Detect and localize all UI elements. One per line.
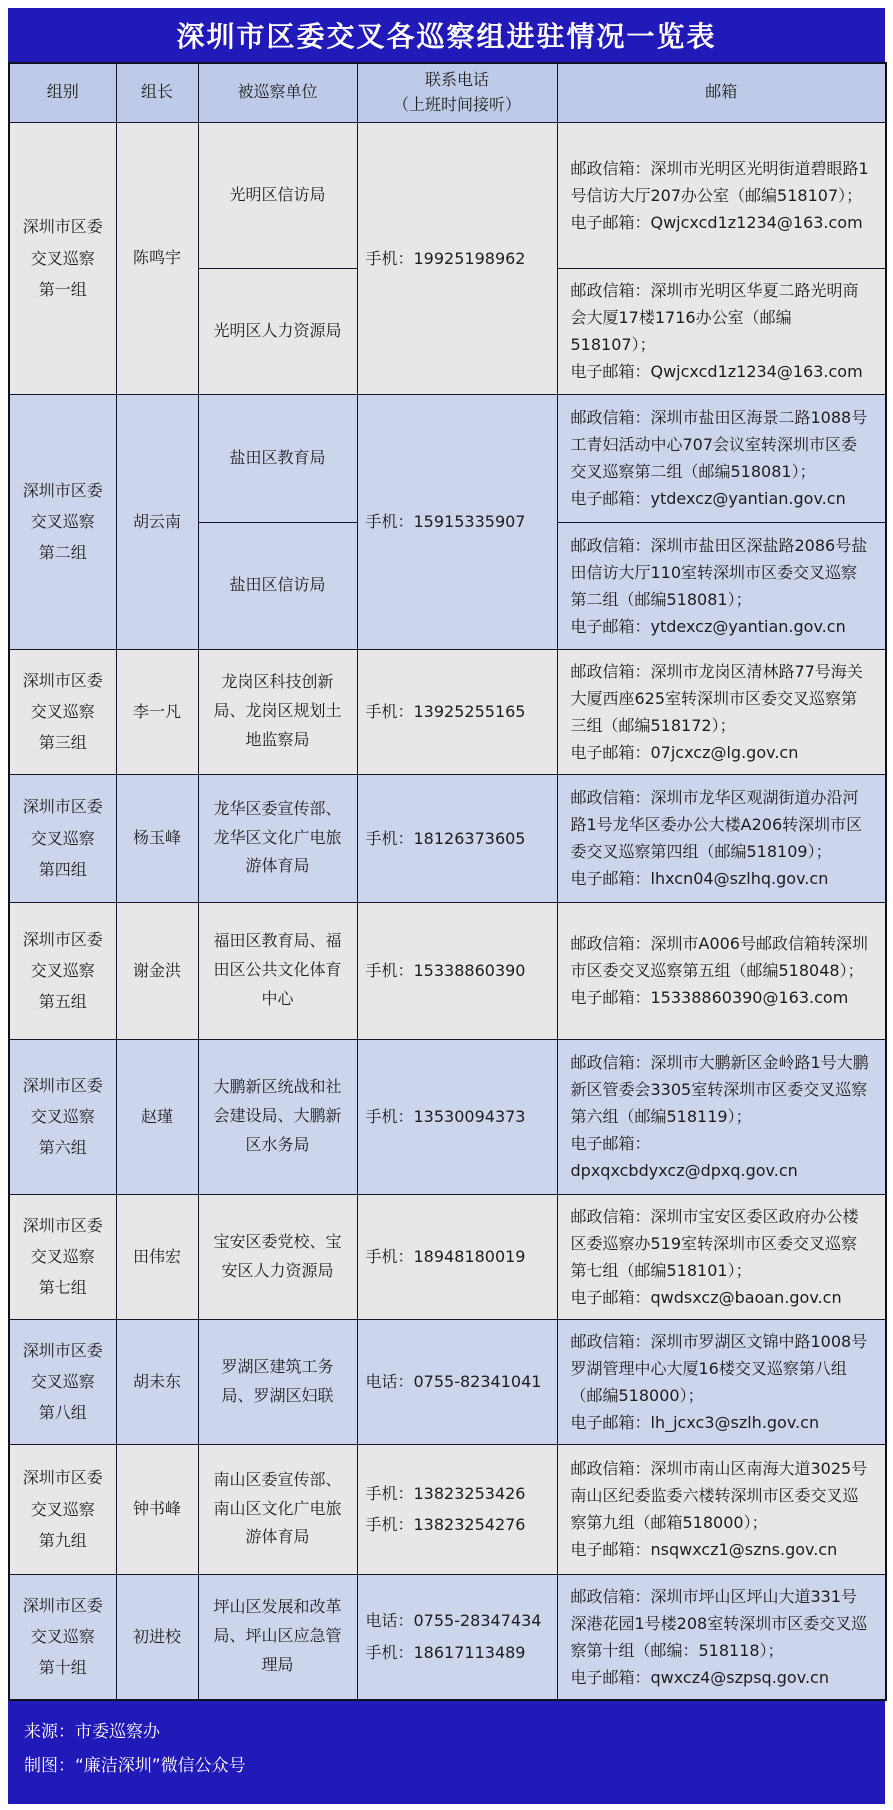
- email-address: 电子邮箱：dpxqxcbdyxcz@dpxq.gov.cn: [570, 1134, 798, 1181]
- mailbox-cell: [557, 774, 886, 902]
- email-address: 电子邮箱：ytdexcz@yantian.gov.cn: [570, 489, 846, 509]
- phone-line: 手机：15915335907: [365, 512, 526, 531]
- footer-source: 来源：市委巡察办: [24, 1721, 160, 1742]
- group-name-line: 交叉巡察: [30, 828, 95, 848]
- table-row: [9, 394, 886, 522]
- contact-phone-cell: [357, 122, 557, 394]
- group-leader-cell: 谢金洪: [116, 902, 198, 1039]
- group-name-cell: [9, 122, 116, 394]
- email-address: 电子邮箱：07jcxcz@lg.gov.cn: [570, 742, 799, 762]
- group-name-line: 第五组: [38, 992, 87, 1012]
- page-title: 深圳市区委交叉各巡察组进驻情况一览表: [8, 8, 885, 62]
- inspected-unit-cell: 罗湖区建筑工务局、罗湖区妇联: [198, 1319, 357, 1444]
- phone-line: 手机：19925198962: [365, 248, 526, 268]
- inspected-unit-cell: 坪山区发展和改革局、坪山区应急管理局: [198, 1574, 357, 1700]
- email-address: 电子邮箱：Qwjcxcd1z1234@163.com: [570, 212, 863, 232]
- email-address: 电子邮箱：15338860390@163.com: [570, 988, 849, 1008]
- mailbox-cell: [557, 122, 886, 268]
- group-name-line: 第八组: [38, 1403, 87, 1423]
- group-name-line: 第七组: [38, 1278, 87, 1298]
- postal-address: 邮政信箱：深圳市A006号邮政信箱转深圳市区委交叉巡察第五组（邮编518048）；: [570, 934, 868, 981]
- group-name-line: 交叉巡察: [30, 1107, 95, 1126]
- group-leader-cell: 陈鸣宇: [116, 122, 198, 394]
- phone-line: 电话：0755-82341041: [365, 1372, 542, 1391]
- group-name-line: 交叉巡察: [30, 702, 95, 721]
- phone-line: 电话：0755-28347434: [365, 1611, 542, 1631]
- table-row: [9, 902, 886, 1039]
- inspected-unit-cell: 大鹏新区统战和社会建设局、大鹏新区水务局: [198, 1039, 357, 1194]
- inspected-unit-cell: 宝安区委党校、宝安区人力资源局: [198, 1194, 357, 1319]
- group-name-cell: [9, 774, 116, 902]
- postal-address: 邮政信箱：深圳市宝安区委区政府办公楼区委巡察办519室转深圳市区委交叉巡察第七组（邮编518101）；: [570, 1206, 859, 1280]
- group-name-line: 深圳市区委: [22, 1340, 103, 1360]
- mailbox-cell: [557, 1574, 886, 1700]
- group-name-cell: [9, 902, 116, 1039]
- footer-credits: [8, 1701, 885, 1805]
- table-row: [9, 122, 886, 268]
- group-name-line: 第六组: [38, 1138, 87, 1158]
- contact-phone-cell: [357, 1194, 557, 1319]
- group-name-cell: [9, 1319, 116, 1444]
- mailbox-cell: [557, 1039, 886, 1194]
- group-name-cell: [9, 1574, 116, 1700]
- group-name-line: 深圳市区委: [22, 1595, 103, 1615]
- group-name-line: 交叉巡察: [30, 1499, 95, 1519]
- group-name-line: 交叉巡察: [30, 961, 95, 980]
- inspected-unit-cell: 光明区信访局: [198, 122, 357, 268]
- postal-address: 邮政信箱：深圳市光明区华夏二路光明商会大厦17楼1716办公室（邮编518107）；: [570, 281, 859, 355]
- group-name-line: 深圳市区委: [22, 670, 103, 690]
- table-row: [9, 1319, 886, 1444]
- group-name-line: 深圳市区委: [22, 1215, 103, 1235]
- group-name-line: 第十组: [38, 1658, 87, 1678]
- postal-address: 邮政信箱：深圳市盐田区深盐路2086号盐田信访大厅110室转深圳市区委交叉巡察第二组（邮编518081）；: [570, 535, 868, 609]
- postal-address: 邮政信箱：深圳市大鹏新区金岭路1号大鹏新区管委会3305室转深圳市区委交叉巡察第六组（邮编518119）；: [570, 1053, 869, 1127]
- inspected-unit-cell: 盐田区教育局: [198, 394, 357, 522]
- mailbox-cell: [557, 268, 886, 394]
- column-header-leader: 组长: [116, 63, 198, 122]
- column-header-mail: 邮箱: [557, 63, 886, 122]
- contact-phone-cell: [357, 394, 557, 649]
- column-header-units: 被巡察单位: [198, 63, 357, 122]
- inspected-unit-cell: 南山区委宣传部、南山区文化广电旅游体育局: [198, 1444, 357, 1574]
- group-name-line: 交叉巡察: [30, 512, 95, 531]
- postal-address: 邮政信箱：深圳市光明区光明街道碧眼路1号信访大厅207办公室（邮编518107）；: [570, 158, 869, 205]
- group-leader-cell: 田伟宏: [116, 1194, 198, 1319]
- inspected-unit-cell: 光明区人力资源局: [198, 268, 357, 394]
- postal-address: 邮政信箱：深圳市盐田区海景二路1088号工青妇活动中心707会议室转深圳市区委交叉巡察第二组（邮编518081）；: [570, 408, 868, 482]
- inspected-unit-cell: 福田区教育局、福田区公共文化体育中心: [198, 902, 357, 1039]
- inspected-unit-cell: 盐田区信访局: [198, 522, 357, 649]
- group-name-line: 深圳市区委: [22, 217, 103, 237]
- group-name-line: 第二组: [38, 543, 87, 563]
- column-header-phone-line1: 联系电话: [424, 70, 489, 89]
- group-name-line: 交叉巡察: [30, 1247, 95, 1266]
- contact-phone-cell: [357, 1039, 557, 1194]
- column-header-group: 组别: [9, 63, 116, 122]
- group-name-line: 交叉巡察: [30, 1627, 95, 1646]
- email-address: 电子邮箱：lhxcn04@szlhq.gov.cn: [570, 869, 829, 889]
- phone-line: 手机：13823253426: [365, 1483, 526, 1503]
- phone-line: 手机：15338860390: [365, 961, 526, 980]
- group-name-line: 深圳市区委: [22, 1468, 103, 1488]
- table-row: [9, 1574, 886, 1700]
- group-name-line: 深圳市区委: [22, 480, 103, 500]
- email-address: 电子邮箱：Qwjcxcd1z1234@163.com: [570, 362, 863, 382]
- group-name-line: 第三组: [38, 733, 87, 753]
- contact-phone-cell: [357, 1444, 557, 1574]
- email-address: 电子邮箱：nsqwxcz1@szns.gov.cn: [570, 1540, 838, 1560]
- group-leader-cell: 初进校: [116, 1574, 198, 1700]
- phone-line: 手机：18617113489: [365, 1642, 526, 1662]
- column-header-phone-line2: （上班时间接听）: [392, 94, 521, 114]
- group-name-line: 第四组: [38, 859, 87, 879]
- mailbox-cell: [557, 649, 886, 774]
- email-address: 电子邮箱：qwdsxcz@baoan.gov.cn: [570, 1287, 842, 1307]
- table-row: [9, 1039, 886, 1194]
- group-name-line: 第一组: [38, 279, 87, 299]
- inspected-unit-cell: 龙华区委宣传部、龙华区文化广电旅游体育局: [198, 774, 357, 902]
- mailbox-cell: [557, 1319, 886, 1444]
- group-leader-cell: 钟书峰: [116, 1444, 198, 1574]
- contact-phone-cell: [357, 774, 557, 902]
- phone-line: 手机：18948180019: [365, 1247, 526, 1266]
- contact-phone-cell: [357, 649, 557, 774]
- group-leader-cell: 赵瑾: [116, 1039, 198, 1194]
- column-header-phone: [357, 63, 557, 122]
- group-name-line: 深圳市区委: [22, 929, 103, 949]
- group-leader-cell: 胡未东: [116, 1319, 198, 1444]
- group-name-cell: [9, 1039, 116, 1194]
- email-address: 电子邮箱：ytdexcz@yantian.gov.cn: [570, 616, 846, 636]
- group-name-cell: [9, 1444, 116, 1574]
- group-leader-cell: 李一凡: [116, 649, 198, 774]
- postal-address: 邮政信箱：深圳市龙华区观湖街道办沿河路1号龙华区委办公大楼A206转深圳市区委交叉巡察第四组（邮编518109）；: [570, 788, 863, 862]
- phone-line: 手机：13925255165: [365, 702, 526, 721]
- postal-address: 邮政信箱：深圳市罗湖区文锦中路1008号罗湖管理中心大厦16楼交叉巡察第八组（邮编518000）；: [570, 1331, 868, 1405]
- phone-line: 手机：13823254276: [365, 1515, 526, 1535]
- contact-phone-cell: [357, 902, 557, 1039]
- inspected-unit-cell: 龙岗区科技创新局、龙岗区规划土地监察局: [198, 649, 357, 774]
- phone-line: 手机：18126373605: [365, 828, 526, 848]
- group-name-cell: [9, 394, 116, 649]
- group-leader-cell: 杨玉峰: [116, 774, 198, 902]
- email-address: 电子邮箱：lh_jcxc3@szlh.gov.cn: [570, 1412, 820, 1432]
- postal-address: 邮政信箱：深圳市坪山区坪山大道331号深港花园1号楼208室转深圳市区委交叉巡察第十组（邮编：518118）；: [570, 1586, 868, 1660]
- email-address: 电子邮箱：qwxcz4@szpsq.gov.cn: [570, 1667, 829, 1687]
- postal-address: 邮政信箱：深圳市南山区南海大道3025号南山区纪委监委六楼转深圳市区委交叉巡察第九组（邮箱518000）；: [570, 1459, 868, 1533]
- table-row: [9, 1194, 886, 1319]
- group-name-cell: [9, 649, 116, 774]
- mailbox-cell: [557, 394, 886, 522]
- mailbox-cell: [557, 1444, 886, 1574]
- group-name-line: 交叉巡察: [30, 248, 95, 268]
- phone-line: 手机：13530094373: [365, 1107, 526, 1126]
- group-leader-cell: 胡云南: [116, 394, 198, 649]
- mailbox-cell: [557, 522, 886, 649]
- group-name-line: 交叉巡察: [30, 1372, 95, 1391]
- table-row: [9, 1444, 886, 1574]
- postal-address: 邮政信箱：深圳市龙岗区清林路77号海关大厦西座625室转深圳市区委交叉巡察第三组（邮编518172）；: [570, 661, 863, 735]
- group-name-cell: [9, 1194, 116, 1319]
- group-name-line: 深圳市区委: [22, 1075, 103, 1095]
- table-row: [9, 649, 886, 774]
- header-row: [9, 63, 886, 122]
- contact-phone-cell: [357, 1319, 557, 1444]
- mailbox-cell: [557, 902, 886, 1039]
- contact-phone-cell: [357, 1574, 557, 1700]
- group-name-line: 第九组: [38, 1530, 87, 1550]
- inspection-groups-table: [8, 62, 887, 1701]
- group-name-line: 深圳市区委: [22, 797, 103, 817]
- table-row: [9, 774, 886, 902]
- footer-credit: 制图：“廉洁深圳”微信公众号: [24, 1756, 246, 1777]
- mailbox-cell: [557, 1194, 886, 1319]
